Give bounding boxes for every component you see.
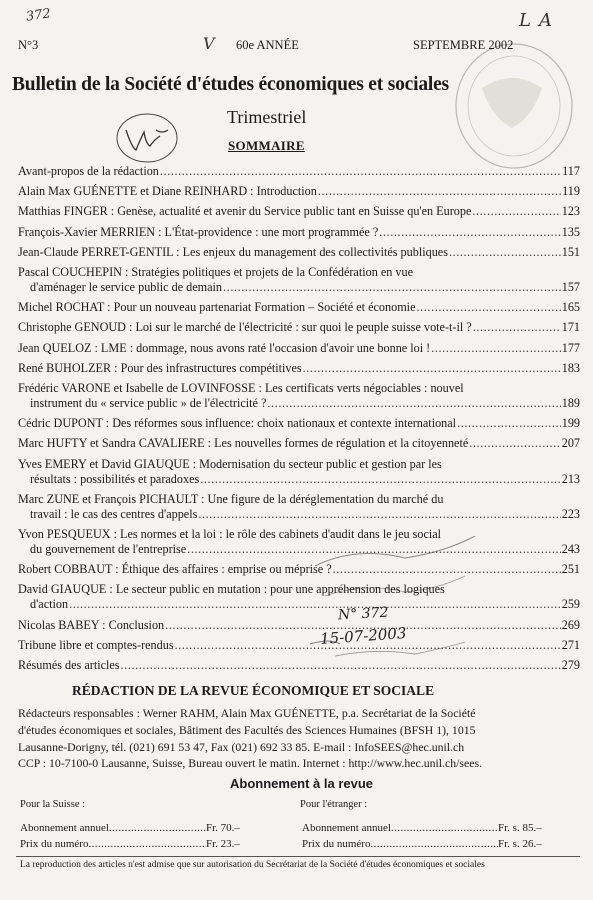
toc-entry xyxy=(18,381,580,411)
dot-leader xyxy=(379,225,560,240)
toc-entry-title: Cédric DUPONT : Des réformes sous influence: choix nationaux et contexte international xyxy=(18,416,457,431)
toc-entry-title: Christophe GENOUD : Loi sur le marché de l'électricité : sur quoi le peuple suisse vote-t-il ? xyxy=(18,320,472,335)
toc-page-number: 269 xyxy=(561,617,580,632)
toc-entry xyxy=(18,416,580,431)
dot-leader xyxy=(109,822,206,834)
toc-entry-title: instrument du « service public » de l'électricité ? xyxy=(30,396,267,410)
issue-number: N°3 xyxy=(18,38,39,52)
suisse-issue-row xyxy=(20,838,270,850)
handwritten-check-mark: V xyxy=(203,34,215,53)
toc-page-number: 223 xyxy=(561,506,580,521)
toc-entry xyxy=(18,582,580,612)
toc-page-number: 207 xyxy=(561,436,580,451)
toc-entry-title: David GIAUQUE : Le secteur public en mutation : pour une appréhension des logiques xyxy=(18,582,445,597)
etranger-label: Pour l'étranger : xyxy=(300,799,368,810)
toc-entry-title: d'aménager le service public de demain xyxy=(30,280,223,294)
toc-page-number: 135 xyxy=(561,224,580,239)
toc-entry xyxy=(18,638,580,653)
suisse-issue-price: Fr. 23.– xyxy=(206,838,240,850)
dot-leader xyxy=(303,361,561,376)
dot-leader xyxy=(88,838,206,850)
toc-entry xyxy=(18,341,580,356)
toc-entry-title: Marc HUFTY et Sandra CAVALIERE : Les nouvelles formes de régulation et la citoyenneté xyxy=(18,436,469,451)
handwritten-signature xyxy=(112,110,182,170)
toc-page-number: 171 xyxy=(561,320,580,335)
toc-entry-title: travail : le cas des centres d'appels xyxy=(30,506,198,521)
toc-entry xyxy=(18,245,580,260)
toc-page-number: 199 xyxy=(561,416,580,431)
edition-year: 60e ANNÉE xyxy=(236,38,299,52)
toc-entry-title: résultats : possibilités et paradoxes xyxy=(30,471,200,486)
toc-entry xyxy=(18,204,580,219)
toc-entry-title: du gouvernement de l'entreprise xyxy=(30,542,187,556)
dot-leader xyxy=(200,472,560,487)
toc-entry xyxy=(18,361,580,376)
toc-entry xyxy=(18,320,580,335)
redaction-line: Rédacteurs responsables : Werner RAHM, Alain Max GUÉNETTE, p.a. Secrétariat de la Société xyxy=(18,706,476,720)
etranger-issue-label: Prix du numéro xyxy=(302,838,371,850)
footer-divider xyxy=(16,856,580,857)
dot-leader xyxy=(473,320,561,335)
toc-entry xyxy=(18,618,580,633)
dot-leader xyxy=(457,416,561,431)
suisse-label: Pour la Suisse : xyxy=(20,799,86,810)
toc-page-number: 189 xyxy=(561,396,580,410)
etranger-issue-row xyxy=(302,838,574,850)
dot-leader xyxy=(160,164,561,179)
toc-page-number: 213 xyxy=(561,471,580,486)
toc-entry xyxy=(18,492,580,522)
dot-leader xyxy=(223,280,561,295)
dot-leader xyxy=(333,562,561,577)
dot-leader xyxy=(198,507,560,522)
toc-entry-title: Yves EMERY et David GIAUQUE : Modernisation du secteur public et gestion par les xyxy=(18,456,442,471)
toc-entry xyxy=(18,225,580,240)
toc-entry-title: Pascal COUCHEPIN : Stratégies politiques et projets de la Confédération en vue xyxy=(18,265,413,279)
dot-leader xyxy=(469,436,560,451)
toc-page-number: 165 xyxy=(561,300,580,315)
toc-entry-title: Robert COBBAUT : Éthique des affaires : emprise ou méprise ? xyxy=(18,562,332,577)
toc-page-number: 243 xyxy=(561,542,580,556)
toc-entry xyxy=(18,436,580,451)
dot-leader xyxy=(472,204,560,219)
redaction-line: Lausanne-Dorigny, tél. (021) 691 53 47, Fax (021) 692 33 85. E-mail : InfoSEES@hec.unil.ch xyxy=(18,739,465,754)
toc-page-number: 259 xyxy=(561,597,580,612)
dot-leader xyxy=(187,542,561,557)
suisse-annual-row xyxy=(20,822,270,834)
etranger-annual-price: Fr. s. 85.– xyxy=(498,822,542,834)
toc-page-number: 271 xyxy=(561,637,580,652)
toc-entry-title: Alain Max GUÉNETTE et Diane REINHARD : Introduction xyxy=(18,184,317,199)
sommaire-heading: SOMMAIRE xyxy=(228,138,305,153)
dot-leader xyxy=(449,245,561,260)
dot-leader xyxy=(370,838,498,850)
stamp-date: 15-07-2003 xyxy=(319,624,408,648)
toc-page-number: 251 xyxy=(561,562,580,577)
toc-page-number: 183 xyxy=(561,360,580,375)
toc-entry xyxy=(18,562,580,577)
toc-entry-title: Matthias FINGER : Genèse, actualité et avenir du Service public tant en Suisse qu'en Europe xyxy=(18,204,472,219)
handwritten-letters: LA xyxy=(519,10,560,31)
toc-entry-title: Jean-Claude PERRET-GENTIL : Les enjeux du management des collectivités publiques xyxy=(18,244,448,259)
toc-entry xyxy=(18,164,580,179)
etranger-annual-label: Abonnement annuel xyxy=(302,822,391,834)
toc-entry-title: Yvon PESQUEUX : Les normes et la loi : le rôle des cabinets d'audit dans le jeu social xyxy=(18,527,442,541)
abonnement-heading: Abonnement à la revue xyxy=(230,776,374,791)
toc-page-number: 157 xyxy=(561,280,580,294)
stamp-registration-number: N° 372 xyxy=(337,604,389,624)
redaction-line: CCP : 10-7100-0 Lausanne, Suisse, Bureau ouvert le matin. Internet : http://www.hec.unil.ch/sees. xyxy=(18,756,483,771)
toc-entry-title: Michel ROCHAT : Pour un nouveau partenariat Formation – Société et économie xyxy=(18,300,416,315)
toc-entry-title: Résumés des articles xyxy=(18,658,120,672)
toc-page-number: 123 xyxy=(561,204,580,219)
redaction-line: d'études économiques et sociales, Bâtiment des Facultés des Sciences Humaines (BFSH 1), 1015 xyxy=(18,722,476,737)
toc-entry-title: Marc ZUNE et François PICHAULT : Une figure de la déréglementation du marché du xyxy=(18,491,444,506)
toc-entry xyxy=(18,457,580,487)
dot-leader xyxy=(69,597,561,612)
toc-entry-title: Tribune libre et comptes-rendus xyxy=(18,637,174,652)
toc-entry-title: Nicolas BABEY : Conclusion xyxy=(18,617,165,632)
etranger-annual-row xyxy=(302,822,574,834)
suisse-annual-price: Fr. 70.– xyxy=(206,822,240,834)
toc-entry-title: René BUHOLZER : Pour des infrastructures compétitives xyxy=(18,360,302,375)
toc-entry xyxy=(18,300,580,315)
redaction-info xyxy=(18,705,576,772)
toc-entry-title: Jean QUELOZ : LME : dommage, nous avons raté l'occasion d'avoir une bonne loi ! xyxy=(18,340,431,355)
suisse-issue-label: Prix du numéro xyxy=(20,838,89,850)
toc-entry xyxy=(18,184,580,199)
toc-entry-title: François-Xavier MERRIEN : L'État-providence : une mort programmée ? xyxy=(18,224,379,239)
dot-leader xyxy=(391,822,498,834)
issue-date: SEPTEMBRE 2002 xyxy=(413,38,514,52)
toc-entry-title: Frédéric VARONE et Isabelle de LOVINFOSSE : Les certificats verts négociables : nouvel xyxy=(18,381,464,395)
toc-entry xyxy=(18,265,580,295)
etranger-issue-price: Fr. s. 26.– xyxy=(498,838,542,850)
toc-page-number: 279 xyxy=(561,658,580,672)
toc-page-number: 119 xyxy=(562,184,580,199)
reproduction-notice: La reproduction des articles n'est admise que sur autorisation du Secrétariat de la Société d'études économiques et sociales xyxy=(20,860,485,870)
toc-entry xyxy=(18,658,580,673)
toc-page-number: 117 xyxy=(562,164,580,178)
dot-leader xyxy=(431,341,560,356)
toc-entry-title: Avant-propos de la rédaction xyxy=(18,164,159,178)
toc-page-number: 177 xyxy=(561,340,580,355)
redaction-heading: RÉDACTION DE LA REVUE ÉCONOMIQUE ET SOCIALE xyxy=(72,683,435,698)
dot-leader xyxy=(267,396,560,411)
dot-leader xyxy=(121,658,561,673)
toc-page-number: 151 xyxy=(561,244,580,259)
dot-leader xyxy=(318,184,561,199)
suisse-annual-label: Abonnement annuel xyxy=(20,822,109,834)
dot-leader xyxy=(416,300,560,315)
toc-entry xyxy=(18,527,580,557)
periodicity-subtitle: Trimestriel xyxy=(227,107,307,127)
handwritten-number: 372 xyxy=(25,6,52,25)
bulletin-title: Bulletin de la Société d'études économiques et sociales xyxy=(12,74,449,95)
toc-entry-title: d'action xyxy=(30,597,69,612)
